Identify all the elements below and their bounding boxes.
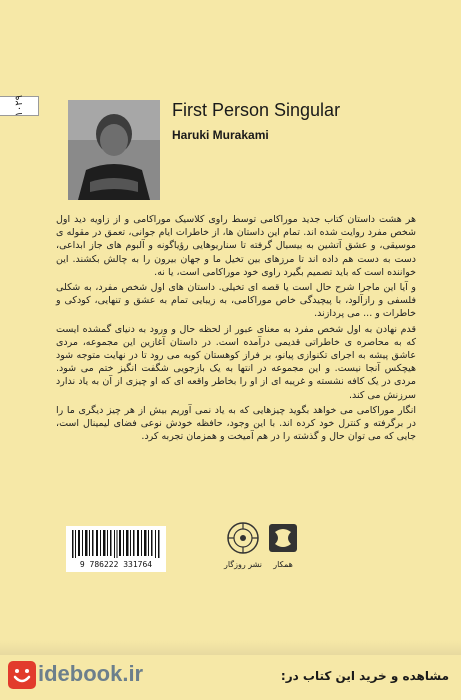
publisher-rozegar-logo-icon: [225, 520, 261, 556]
cover-bottom-edge: [0, 640, 461, 655]
publisher-hamkar-label: همکار: [273, 560, 293, 569]
book-title: First Person Singular: [172, 100, 341, 120]
spine-code-tab: [0, 96, 39, 116]
book-description: [56, 213, 416, 445]
barcode: [66, 526, 166, 572]
book-author: Haruki Murakami: [172, 128, 269, 142]
author-portrait-icon: [68, 100, 160, 200]
idebook-logo[interactable]: idebook.ir: [38, 661, 144, 686]
watermark-banner[interactable]: [0, 655, 461, 700]
description-paragraph-1: هر هشت داستان کتاب جدید موراکامی توسط راوی کلاسیک موراکامی و از زاویه دید اول شخص مفرد روایت شده اند. تمام این داستان ها، از خاطرات ایام جوانی، تعمق در مقوله ی موسیقی، و عشق آتشین به بیسبال گرفته تا سناریوهایی رؤیاگونه و آلبوم های جاز ابداعی، دست به دست هم داده اند تا مرزهای بین تخیل ما و جهان بیرون را به چالش بکشند. این خواننده است که باید تصمیم بگیرد راوی خود موراکامی است، یا نه.: [56, 214, 416, 278]
description-paragraph-2: و آیا این ماجرا شرح حال است یا قصه ای تخیلی. داستان های اول شخص مفرد، به شکلی فلسفی و رازآلود، با پیچیدگی خاص موراکامی، به زیبایی تمام به عشق و تنهایی، کودکی و خاطرات و ... می پردازند.: [56, 282, 416, 320]
publisher-hamkar-logo-icon: [265, 520, 301, 556]
description-paragraph-3: قدم نهادن به اول شخص مفرد به معنای عبور از لحظه حال و ورود به دنیای گمشده ایست که به محاصره ی خاطراتی قدیمی درآمده است. در داستان آغازین این مجموعه، مردی عاشق پیشه به اجرای تکنوازی پیانو، بر فراز کوهستان کوبه می رود تا در نهایت متوجه شود هیچکس آنجا نیست. و این مجموعه در انتها به یک بازجویی شگفت انگیز ختم می شود. مردی در یک کافه نشسته و غریبه ای از او را بخاطر واقعه ای که او چیزی از آن به یاد ندارد سرزنش می کند.: [56, 323, 416, 401]
author-photo: [68, 100, 160, 200]
isbn-number: 9 786222 331764: [79, 560, 153, 569]
publisher-rozegar-label: نشر روزگار: [223, 560, 263, 569]
description-paragraph-4: انگار موراکامی می خواهد بگوید چیزهایی که به یاد نمی آوریم بیش از هر چیز دیگری ما را در برگرفته و کنترل خود کرده اند. با این وجود، حافظه خودش نوعی فضای لیمینال است، جایی که می توان حال و گذشته را در هم آمیخت و همزمان تجربه کرد.: [56, 404, 416, 443]
idebook-smile-icon: [8, 661, 36, 689]
watermark-call-to-action: مشاهده و خرید این کتاب در:: [280, 669, 449, 683]
spine-code: ۱۰۲۹: [13, 95, 25, 117]
barcode-icon: [72, 530, 160, 558]
